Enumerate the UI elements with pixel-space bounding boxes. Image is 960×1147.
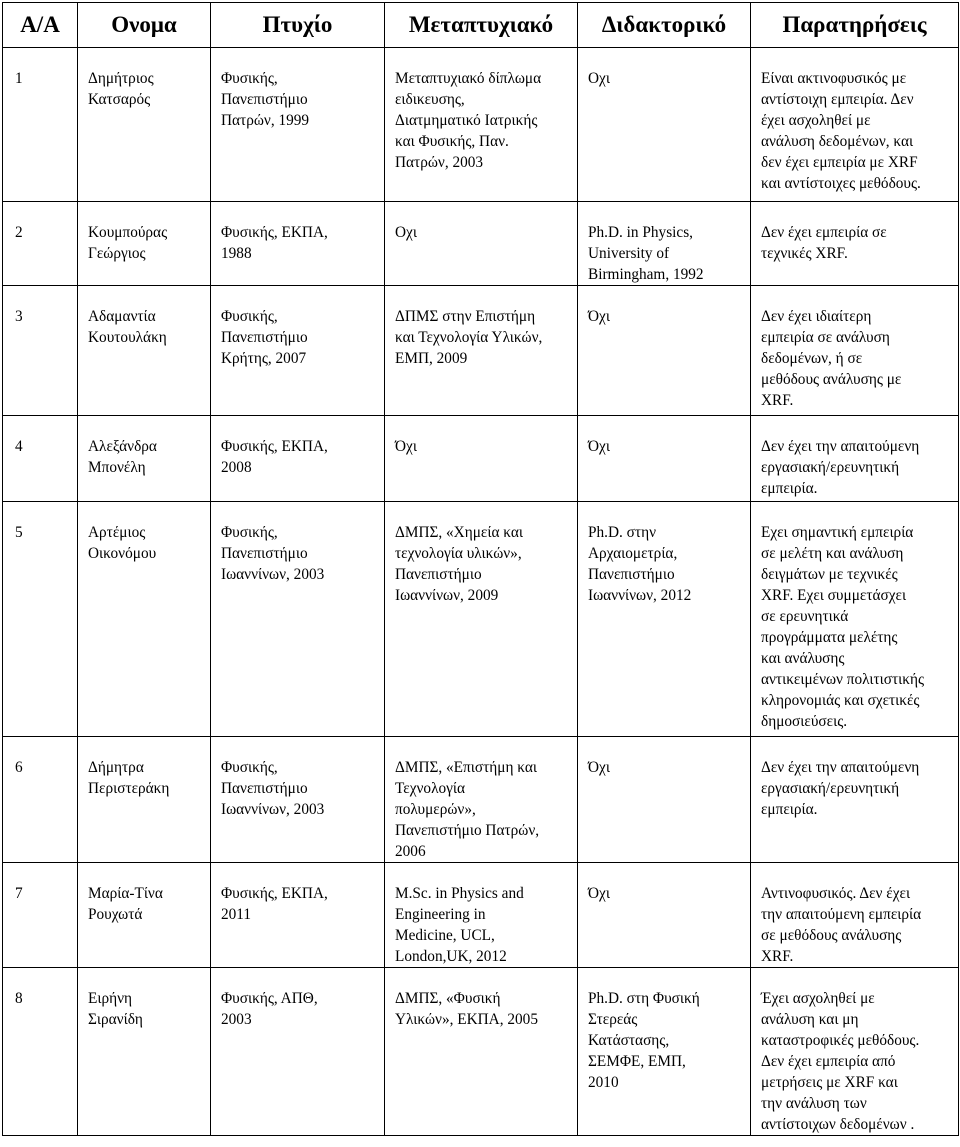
cell-notes-line: δημοσιεύσεις.: [761, 713, 848, 730]
cell-masters: [385, 968, 578, 1136]
cell-name-line: Δημήτριος: [88, 70, 154, 87]
cell-name-line: Κουτουλάκη: [88, 329, 167, 346]
cell-phd-line: Οχι: [588, 70, 610, 87]
cell-aa: [3, 863, 78, 968]
cell-masters-line: πολυμερών»,: [395, 801, 476, 818]
cell-masters-line: Όχι: [395, 438, 417, 455]
cell-masters-line: 2006: [395, 843, 426, 860]
cell-degree-line: Φυσικής, ΑΠΘ,: [221, 990, 318, 1007]
cell-notes-line: σε ερευνητικά: [761, 608, 849, 625]
cell-notes-line: προγράμματα μελέτης: [761, 629, 898, 646]
cell-phd: [578, 968, 751, 1136]
cell-degree: [211, 286, 385, 416]
cell-degree-line: Φυσικής, ΕΚΠΑ,: [221, 885, 328, 902]
cell-masters-line: Medicine, UCL,: [395, 927, 495, 944]
cell-phd: [578, 286, 751, 416]
cell-name: [78, 286, 211, 416]
candidates-table: [2, 2, 959, 1136]
cell-notes-line: Δεν έχει την απαιτούμενη: [761, 438, 920, 455]
cell-name-line: Ρουχωτά: [88, 906, 143, 923]
cell-degree: [211, 416, 385, 502]
cell-notes-line: εργασιακή/ερευνητική: [761, 780, 900, 797]
cell-masters: [385, 863, 578, 968]
header-notes: Παρατηρήσεις: [751, 3, 959, 48]
cell-name: [78, 968, 211, 1136]
cell-degree: [211, 202, 385, 286]
cell-phd-line: Birmingham, 1992: [588, 266, 704, 283]
cell-notes: [751, 48, 959, 202]
cell-notes-line: και αντίστοιχες μεθόδους.: [761, 175, 921, 192]
cell-degree-line: 2008: [221, 459, 252, 476]
cell-name-line: Δήμητρα: [88, 759, 144, 776]
cell-notes-line: μεθόδους ανάλυσης με: [761, 371, 902, 388]
cell-aa-text: 4: [15, 438, 23, 455]
cell-phd-line: Κατάστασης,: [588, 1032, 670, 1049]
cell-phd-line: Αρχαιομετρία,: [588, 545, 678, 562]
cell-notes-line: δεδομένων, ή σε: [761, 350, 863, 367]
cell-phd: [578, 48, 751, 202]
header-name: Ονομα: [78, 3, 211, 48]
cell-name: [78, 863, 211, 968]
cell-degree-line: Ιωαννίνων, 2003: [221, 801, 325, 818]
cell-degree-line: Πανεπιστήμιο: [221, 780, 308, 797]
cell-notes-line: εργασιακή/ερευνητική: [761, 459, 900, 476]
cell-notes: [751, 416, 959, 502]
cell-degree: [211, 737, 385, 863]
cell-aa-text: 1: [15, 70, 23, 87]
cell-masters-line: ΔΠΜΣ στην Επιστήμη: [395, 308, 536, 325]
cell-masters-line: M.Sc. in Physics and: [395, 885, 524, 902]
cell-phd-line: Όχι: [588, 885, 610, 902]
cell-name-line: Περιστεράκη: [88, 780, 170, 797]
header-row: [3, 3, 959, 48]
cell-masters: [385, 416, 578, 502]
table-row: [3, 286, 959, 416]
cell-notes: [751, 737, 959, 863]
cell-degree-line: 2003: [221, 1011, 252, 1028]
cell-masters-line: Μεταπτυχιακό δίπλωμα: [395, 70, 542, 87]
cell-masters-line: ειδικευσης,: [395, 91, 465, 108]
cell-degree-line: Πανεπιστήμιο: [221, 545, 308, 562]
cell-notes-line: XRF.: [761, 948, 794, 965]
table-row: [3, 416, 959, 502]
cell-degree-line: Κρήτης, 2007: [221, 350, 307, 367]
cell-phd-line: Όχι: [588, 759, 610, 776]
table-row: [3, 502, 959, 737]
cell-notes-line: ανάλυση δεδομένων, και: [761, 133, 914, 150]
cell-degree: [211, 502, 385, 737]
cell-notes: [751, 286, 959, 416]
cell-notes-line: τεχνικές XRF.: [761, 245, 848, 262]
cell-degree-line: 1988: [221, 245, 252, 262]
cell-phd-line: 2010: [588, 1074, 619, 1091]
cell-masters: [385, 48, 578, 202]
cell-notes-line: εμπειρία.: [761, 480, 818, 497]
cell-name-line: Αδαμαντία: [88, 308, 156, 325]
cell-name-line: Σιρανίδη: [88, 1011, 143, 1028]
cell-masters-line: ΔΜΠΣ, «Χημεία και: [395, 524, 524, 541]
cell-masters-line: τεχνολογία υλικών»,: [395, 545, 522, 562]
cell-masters-line: Ιωαννίνων, 2009: [395, 587, 499, 604]
cell-masters-line: Οχι: [395, 224, 417, 241]
cell-phd-line: Στερεάς: [588, 1011, 638, 1028]
cell-notes-line: εμπειρία σε ανάλυση: [761, 329, 890, 346]
cell-phd: [578, 863, 751, 968]
cell-name-line: Αρτέμιος: [88, 524, 146, 541]
cell-notes-line: αντίστοιχη εμπειρία. Δεν: [761, 91, 914, 108]
cell-name: [78, 202, 211, 286]
cell-degree-line: Πανεπιστήμιο: [221, 329, 308, 346]
cell-notes-line: Εχει σημαντική εμπειρία: [761, 524, 914, 541]
cell-masters-line: Διατμηματικό Ιατρικής: [395, 112, 538, 129]
cell-degree-line: Πατρών, 1999: [221, 112, 310, 129]
cell-masters: [385, 737, 578, 863]
cell-masters: [385, 502, 578, 737]
cell-phd: [578, 202, 751, 286]
cell-notes-line: Δεν έχει την απαιτούμενη: [761, 759, 920, 776]
cell-degree-line: 2011: [221, 906, 252, 923]
cell-name-line: Ειρήνη: [88, 990, 133, 1007]
cell-degree-line: Φυσικής,: [221, 308, 278, 325]
cell-degree: [211, 968, 385, 1136]
cell-masters-line: Πατρών, 2003: [395, 154, 484, 171]
cell-name: [78, 737, 211, 863]
cell-notes-line: Αντινοφυσικός. Δεν έχει: [761, 885, 911, 902]
cell-notes-line: Έχει ασχοληθεί με: [761, 990, 875, 1007]
table-body: [3, 48, 959, 1136]
cell-degree-line: Πανεπιστήμιο: [221, 91, 308, 108]
table-row: [3, 968, 959, 1136]
cell-notes-line: αντικειμένων πολιτιστικής: [761, 671, 925, 688]
cell-phd-line: ΣΕΜΦΕ, ΕΜΠ,: [588, 1053, 686, 1070]
cell-masters-line: ΕΜΠ, 2009: [395, 350, 468, 367]
cell-degree-line: Φυσικής,: [221, 759, 278, 776]
cell-notes-line: την απαιτούμενη εμπειρία: [761, 906, 922, 923]
cell-phd: [578, 416, 751, 502]
header-aa: Α/Α: [3, 3, 78, 48]
cell-aa: [3, 48, 78, 202]
cell-name-line: Μαρία-Τίνα: [88, 885, 163, 902]
cell-aa: [3, 286, 78, 416]
cell-phd: [578, 737, 751, 863]
cell-name: [78, 502, 211, 737]
cell-degree-line: Φυσικής,: [221, 70, 278, 87]
cell-degree-line: Ιωαννίνων, 2003: [221, 566, 325, 583]
cell-name: [78, 48, 211, 202]
cell-masters: [385, 286, 578, 416]
header-phd: Διδακτορικό: [578, 3, 751, 48]
cell-phd-line: Ιωαννίνων, 2012: [588, 587, 692, 604]
cell-notes-line: XRF.: [761, 392, 794, 409]
cell-notes-line: Είναι ακτινοφυσικός με: [761, 70, 907, 87]
cell-name-line: Μπονέλη: [88, 459, 146, 476]
cell-degree-line: Φυσικής, ΕΚΠΑ,: [221, 224, 328, 241]
header-degree: Πτυχίο: [211, 3, 385, 48]
cell-masters-line: Υλικών», ΕΚΠΑ, 2005: [395, 1011, 538, 1028]
table-row: [3, 737, 959, 863]
cell-masters-line: ΔΜΠΣ, «Επιστήμη και: [395, 759, 537, 776]
cell-masters-line: Πανεπιστήμιο Πατρών,: [395, 822, 540, 839]
cell-notes-line: XRF. Εχει συμμετάσχει: [761, 587, 907, 604]
cell-notes-line: Δεν έχει εμπειρία σε: [761, 224, 887, 241]
cell-notes-line: κληρονομιάς και σχετικές: [761, 692, 920, 709]
cell-notes-line: ανάλυση και μη: [761, 1011, 859, 1028]
cell-notes-line: την ανάλυση των: [761, 1095, 867, 1112]
cell-notes: [751, 863, 959, 968]
cell-notes-line: δειγμάτων με τεχνικές: [761, 566, 898, 583]
cell-notes-line: μετρήσεις με XRF και: [761, 1074, 898, 1091]
cell-aa: [3, 737, 78, 863]
cell-notes: [751, 502, 959, 737]
cell-phd-line: Ph.D. στην: [588, 524, 656, 541]
cell-notes-line: εμπειρία.: [761, 801, 818, 818]
cell-notes-line: και ανάλυσης: [761, 650, 845, 667]
cell-phd-line: Όχι: [588, 308, 610, 325]
cell-name-line: Αλεξάνδρα: [88, 438, 157, 455]
cell-notes: [751, 968, 959, 1136]
cell-name: [78, 416, 211, 502]
cell-phd-line: Πανεπιστήμιο: [588, 566, 675, 583]
cell-notes-line: σε μεθόδους ανάλυσης: [761, 927, 902, 944]
cell-masters-line: και Τεχνολογία Υλικών,: [395, 329, 543, 346]
table-row: [3, 48, 959, 202]
cell-degree: [211, 48, 385, 202]
cell-aa: [3, 416, 78, 502]
cell-aa-text: 7: [15, 885, 23, 902]
cell-aa: [3, 968, 78, 1136]
cell-notes-line: Δεν έχει ιδιαίτερη: [761, 308, 872, 325]
cell-name-line: Κουμπούρας: [88, 224, 168, 241]
cell-aa: [3, 502, 78, 737]
cell-masters-line: ΔΜΠΣ, «Φυσική: [395, 990, 501, 1007]
cell-masters-line: και Φυσικής, Παν.: [395, 133, 509, 150]
cell-name-line: Κατσαρός: [88, 91, 151, 108]
cell-aa: [3, 202, 78, 286]
cell-masters-line: Engineering in: [395, 906, 486, 923]
header-masters: Μεταπτυχιακό: [385, 3, 578, 48]
cell-notes-line: δεν έχει εμπειρία με XRF: [761, 154, 918, 171]
cell-masters-line: Πανεπιστήμιο: [395, 566, 482, 583]
cell-masters-line: Τεχνολογία: [395, 780, 466, 797]
cell-phd-line: Ph.D. in Physics,: [588, 224, 693, 241]
cell-degree-line: Φυσικής,: [221, 524, 278, 541]
cell-degree-line: Φυσικής, ΕΚΠΑ,: [221, 438, 328, 455]
cell-aa-text: 3: [15, 308, 23, 325]
cell-notes-line: έχει ασχοληθεί με: [761, 112, 871, 129]
cell-aa-text: 2: [15, 224, 23, 241]
cell-aa-text: 5: [15, 524, 23, 541]
cell-masters: [385, 202, 578, 286]
cell-degree: [211, 863, 385, 968]
cell-phd-line: Ph.D. στη Φυσική: [588, 990, 700, 1007]
cell-aa-text: 6: [15, 759, 23, 776]
cell-notes-line: Δεν έχει εμπειρία από: [761, 1053, 896, 1070]
cell-phd-line: Όχι: [588, 438, 610, 455]
cell-phd-line: University of: [588, 245, 670, 262]
cell-notes-line: σε μελέτη και ανάλυση: [761, 545, 904, 562]
cell-notes-line: αντίστοιχων δεδομένων .: [761, 1116, 915, 1133]
cell-name-line: Οικονόμου: [88, 545, 157, 562]
cell-masters-line: London,UK, 2012: [395, 948, 507, 965]
table-row: [3, 202, 959, 286]
cell-phd: [578, 502, 751, 737]
cell-name-line: Γεώργιος: [88, 245, 146, 262]
cell-notes-line: καταστροφικές μεθόδους.: [761, 1032, 920, 1049]
table-row: [3, 863, 959, 968]
cell-notes: [751, 202, 959, 286]
cell-aa-text: 8: [15, 990, 23, 1007]
